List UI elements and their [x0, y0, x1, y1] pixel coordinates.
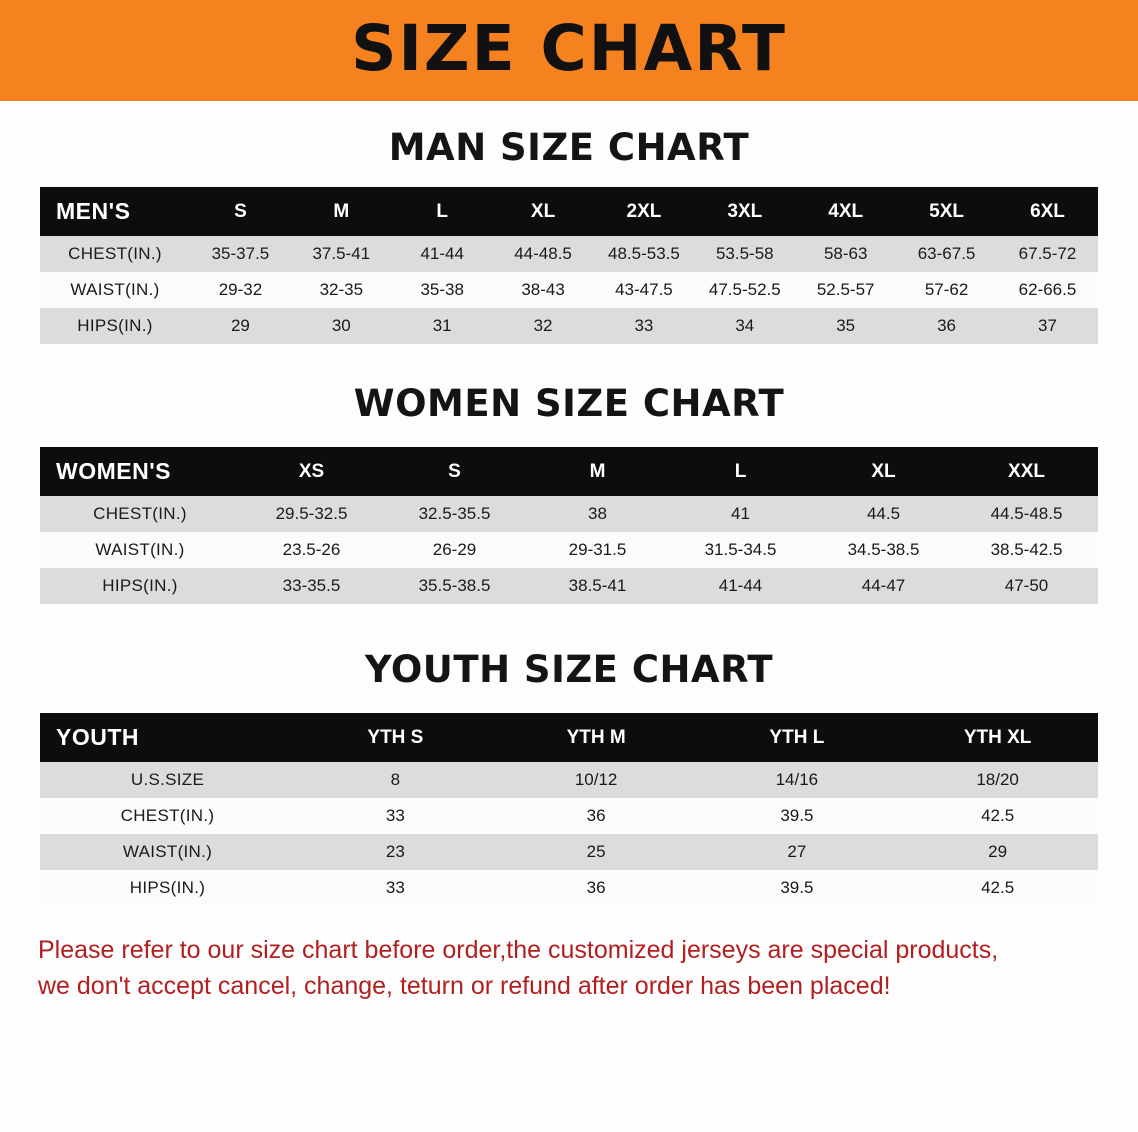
table-cell: 62-66.5	[997, 272, 1098, 308]
row-label: CHEST(IN.)	[40, 496, 240, 532]
youth-size-table	[40, 713, 1098, 906]
table-row	[40, 532, 1098, 568]
men-header-cell: S	[234, 200, 247, 222]
youth-header-cell: YTH S	[367, 726, 424, 748]
table-cell: 27	[697, 834, 898, 870]
youth-table-wrap	[40, 713, 1098, 906]
table-cell: 41-44	[669, 568, 812, 604]
table-cell: 32	[493, 308, 594, 344]
women-header-cell: L	[734, 460, 747, 482]
table-cell: 47-50	[955, 568, 1098, 604]
men-table-wrap	[40, 187, 1098, 344]
table-row	[40, 272, 1098, 308]
table-cell: 39.5	[697, 870, 898, 906]
table-cell: 44-47	[812, 568, 955, 604]
table-row	[40, 236, 1098, 272]
page-title: SIZE CHART	[351, 12, 787, 85]
women-header-cell: S	[448, 460, 461, 482]
table-cell: 41-44	[392, 236, 493, 272]
men-header-cell: L	[436, 200, 448, 222]
table-cell: 43-47.5	[594, 272, 695, 308]
men-section-heading: MAN SIZE CHART	[388, 126, 750, 169]
table-cell: 29-31.5	[526, 532, 669, 568]
table-cell: 44.5-48.5	[955, 496, 1098, 532]
table-cell: 38	[526, 496, 669, 532]
table-cell: 26-29	[383, 532, 526, 568]
youth-header-cell: YTH XL	[963, 726, 1032, 748]
table-cell: 18/20	[897, 762, 1098, 798]
women-section-heading: WOMEN SIZE CHART	[353, 382, 785, 425]
row-label: HIPS(IN.)	[40, 568, 240, 604]
table-cell: 35-38	[392, 272, 493, 308]
table-cell: 48.5-53.5	[594, 236, 695, 272]
disclaimer-note	[38, 932, 1100, 1005]
table-cell: 23	[295, 834, 496, 870]
men-header-cell: XL	[530, 200, 556, 222]
table-header-row	[40, 447, 1098, 496]
table-cell: 37.5-41	[291, 236, 392, 272]
youth-header-cell: YTH L	[769, 726, 825, 748]
row-label: CHEST(IN.)	[40, 798, 295, 834]
men-header-cell: 3XL	[727, 200, 763, 222]
table-cell: 44.5	[812, 496, 955, 532]
table-cell: 31	[392, 308, 493, 344]
table-cell: 67.5-72	[997, 236, 1098, 272]
women-header-cell: XXL	[1008, 460, 1045, 482]
disclaimer-line-1: Please refer to our size chart before order,the customized jerseys are special products,	[38, 936, 999, 964]
table-cell: 63-67.5	[896, 236, 997, 272]
table-cell: 57-62	[896, 272, 997, 308]
table-row	[40, 496, 1098, 532]
table-cell: 29.5-32.5	[240, 496, 383, 532]
table-header-row	[40, 187, 1098, 236]
row-label: CHEST(IN.)	[40, 236, 190, 272]
table-cell: 36	[896, 308, 997, 344]
table-cell: 33	[295, 870, 496, 906]
table-cell: 30	[291, 308, 392, 344]
table-cell: 58-63	[795, 236, 896, 272]
table-cell: 42.5	[897, 798, 1098, 834]
men-header-cell: M	[333, 200, 350, 222]
table-cell: 35-37.5	[190, 236, 291, 272]
table-cell: 32.5-35.5	[383, 496, 526, 532]
row-label: HIPS(IN.)	[40, 870, 295, 906]
table-row	[40, 308, 1098, 344]
table-cell: 34	[694, 308, 795, 344]
table-row	[40, 568, 1098, 604]
table-cell: 25	[496, 834, 697, 870]
men-size-table	[40, 187, 1098, 344]
table-row	[40, 834, 1098, 870]
row-label: WAIST(IN.)	[40, 272, 190, 308]
table-cell: 14/16	[697, 762, 898, 798]
table-cell: 41	[669, 496, 812, 532]
women-size-table	[40, 447, 1098, 604]
table-cell: 53.5-58	[694, 236, 795, 272]
table-cell: 29	[190, 308, 291, 344]
row-label: U.S.SIZE	[40, 762, 295, 798]
table-row	[40, 870, 1098, 906]
table-cell: 38.5-42.5	[955, 532, 1098, 568]
table-cell: 44-48.5	[493, 236, 594, 272]
row-label: HIPS(IN.)	[40, 308, 190, 344]
youth-header-cell: YTH M	[566, 726, 626, 748]
table-cell: 38.5-41	[526, 568, 669, 604]
women-table-wrap	[40, 447, 1098, 604]
table-cell: 33	[594, 308, 695, 344]
table-cell: 36	[496, 798, 697, 834]
men-header-label: MEN'S	[56, 198, 131, 224]
table-cell: 8	[295, 762, 496, 798]
table-cell: 36	[496, 870, 697, 906]
table-cell: 31.5-34.5	[669, 532, 812, 568]
table-header-row	[40, 713, 1098, 762]
men-header-cell: 6XL	[1030, 200, 1065, 222]
women-header-cell: XL	[871, 460, 896, 482]
men-header-cell: 5XL	[929, 200, 964, 222]
table-cell: 39.5	[697, 798, 898, 834]
table-row	[40, 798, 1098, 834]
table-cell: 32-35	[291, 272, 392, 308]
page-banner	[0, 0, 1138, 101]
table-cell: 29	[897, 834, 1098, 870]
men-header-cell: 4XL	[828, 200, 864, 222]
women-header-cell: M	[589, 460, 606, 482]
youth-header-label: YOUTH	[56, 724, 139, 750]
row-label: WAIST(IN.)	[40, 834, 295, 870]
youth-section-heading: YOUTH SIZE CHART	[364, 648, 774, 691]
table-cell: 35.5-38.5	[383, 568, 526, 604]
table-cell: 42.5	[897, 870, 1098, 906]
women-header-label: WOMEN'S	[56, 458, 172, 484]
table-cell: 35	[795, 308, 896, 344]
table-row	[40, 762, 1098, 798]
table-cell: 34.5-38.5	[812, 532, 955, 568]
disclaimer-line-2: we don't accept cancel, change, teturn or refund after order has been placed!	[38, 972, 891, 1001]
women-header-cell: XS	[298, 460, 325, 482]
table-cell: 33-35.5	[240, 568, 383, 604]
table-cell: 10/12	[496, 762, 697, 798]
table-cell: 29-32	[190, 272, 291, 308]
row-label: WAIST(IN.)	[40, 532, 240, 568]
table-cell: 38-43	[493, 272, 594, 308]
men-header-cell: 2XL	[626, 200, 662, 222]
table-cell: 33	[295, 798, 496, 834]
table-cell: 52.5-57	[795, 272, 896, 308]
table-cell: 37	[997, 308, 1098, 344]
table-cell: 23.5-26	[240, 532, 383, 568]
table-cell: 47.5-52.5	[694, 272, 795, 308]
